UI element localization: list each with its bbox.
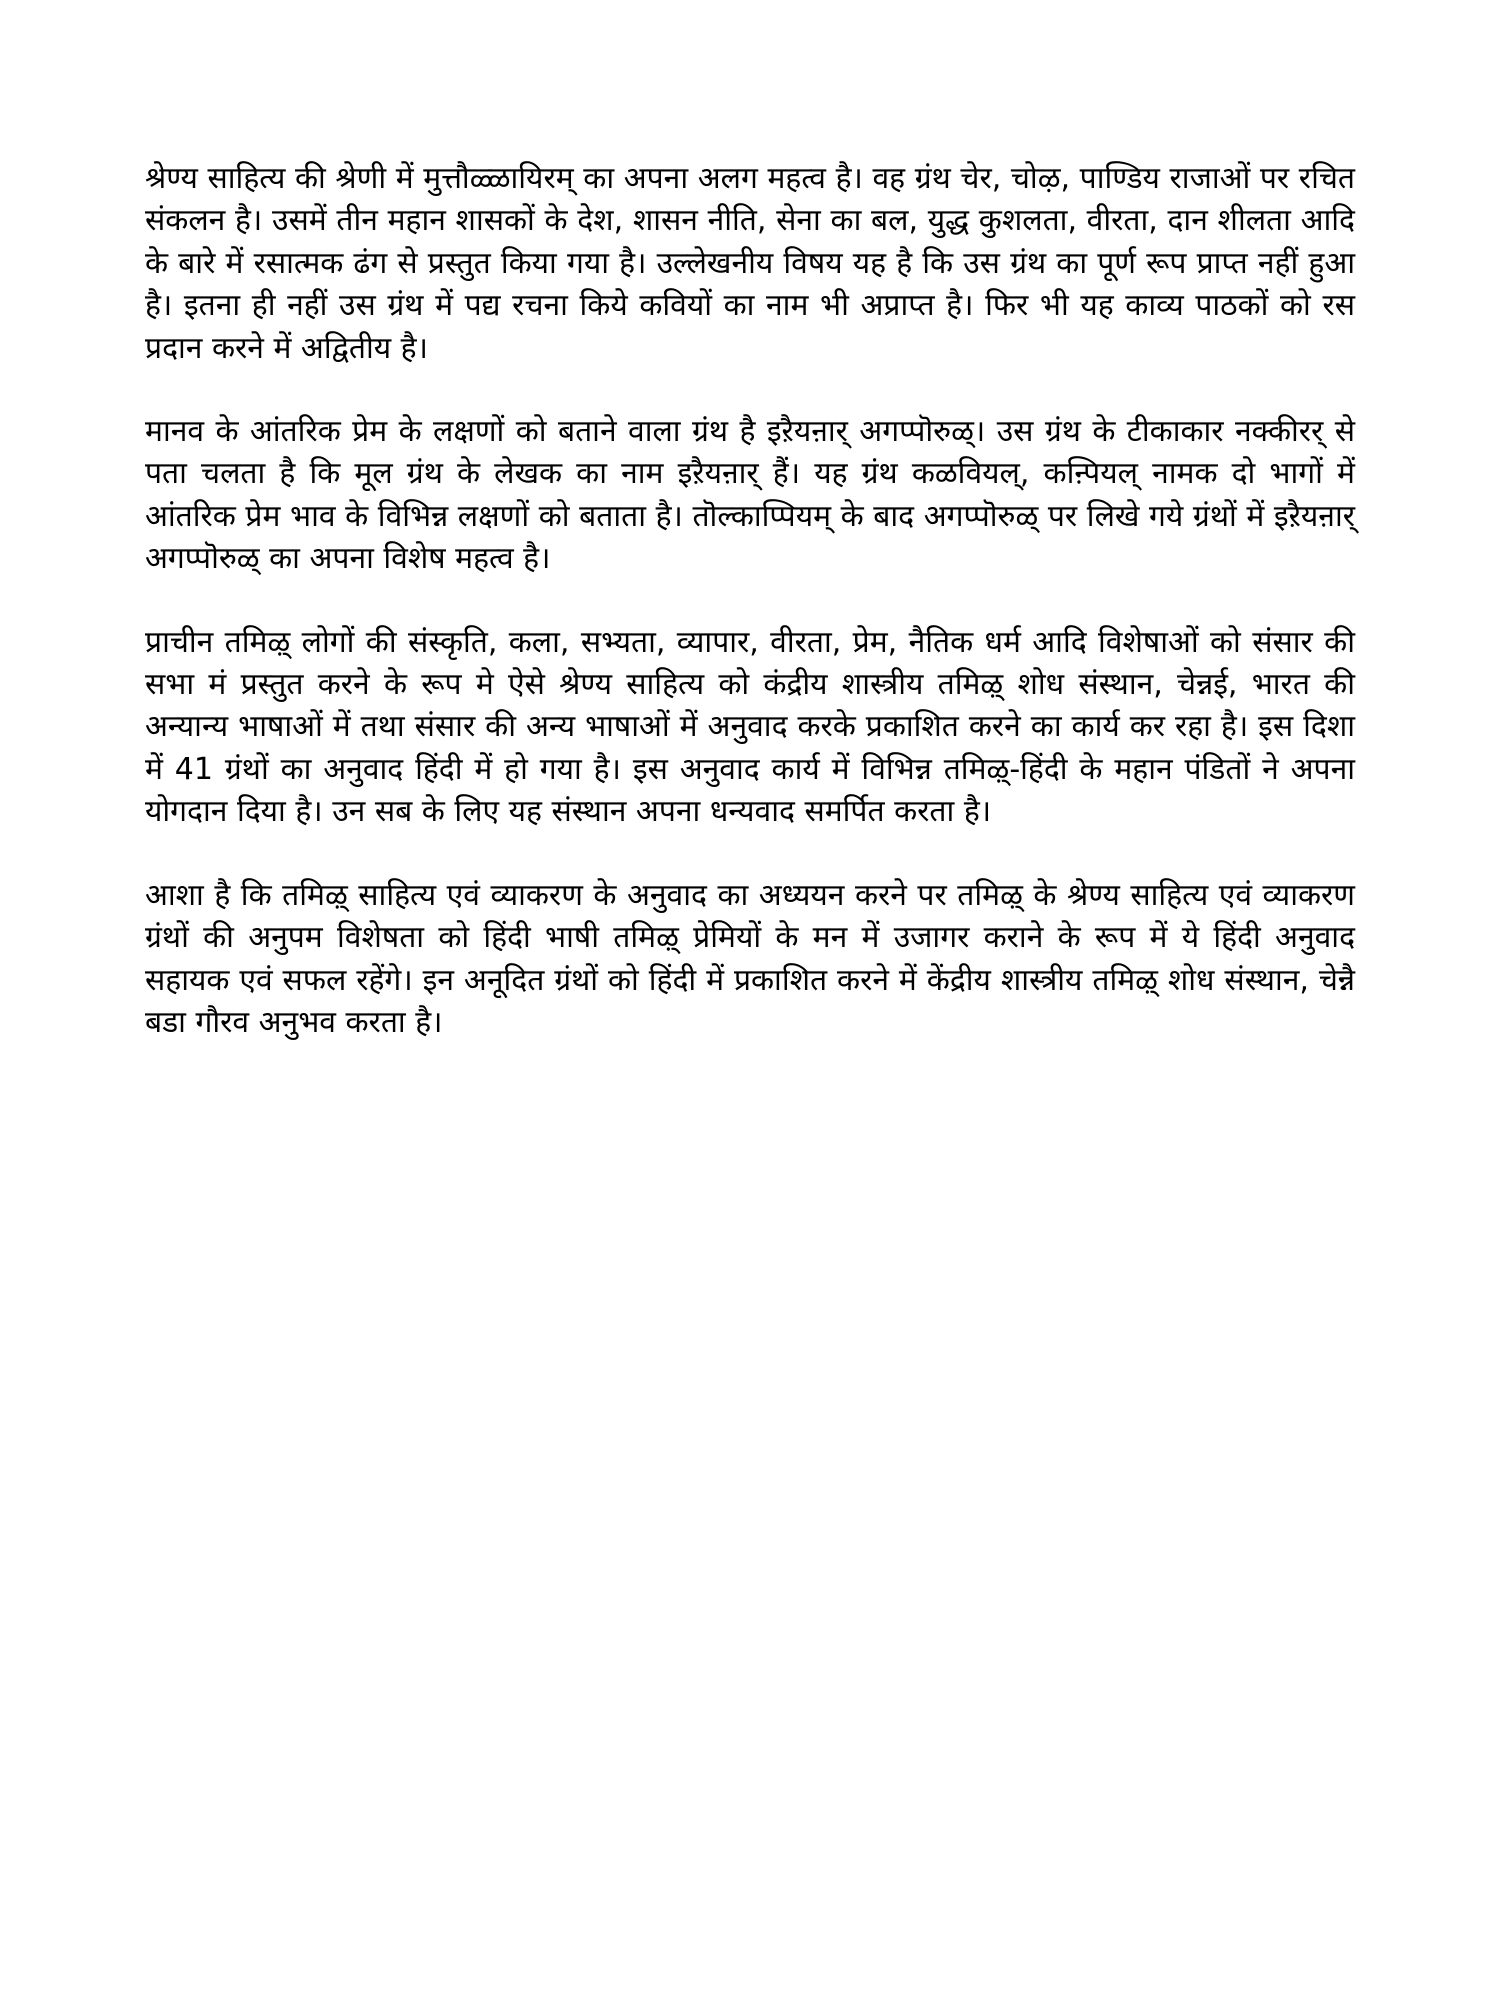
paragraph-conclusion: आशा है कि तमिऴ् साहित्य एवं व्याकरण के अनुवाद का अध्ययन करने पर तमिऴ् के श्रेण्य साहित्य एवं व्याकरण ग्रंथों की अनुपम विशेषता को हिंदी भाषी तमिऴ् प्रेमियों के मन में उजागर कराने के रूप में ये हिंदी अनुवाद सहायक एवं सफल रहेंगे। इन अनूदित ग्रंथों को हिंदी में प्रकाशित करने में केंद्रीय शास्त्रीय तमिऴ् शोध संस्थान, चेन्नै बडा गौरव अनुभव करता है। xyxy=(145,877,1355,1040)
document-page xyxy=(145,158,1355,1085)
paragraph-institute-translation: प्राचीन तमिऴ् लोगों की संस्कृति, कला, सभ्यता, व्यापार, वीरता, प्रेम, नैतिक धर्म आदि विशेषाओं को संसार की सभा मं प्रस्तुत करने के रूप मे ऐसे श्रेण्य साहित्य को कंद्रीय शास्त्रीय तमिऴ् शोध संस्थान, चेन्नई, भारत की अन्यान्य भाषाओं में तथा संसार की अन्य भाषाओं में अनुवाद करके प्रकाशित करने का कार्य कर रहा है। इस दिशा में 41 ग्रंथों का अनुवाद हिंदी में हो गया है। इस अनुवाद कार्य में विभिन्न तमिऴ्-हिंदी के महान पंडितों ने अपना योगदान दिया है। उन सब के लिए यह संस्थान अपना धन्यवाद समर्पित करता है। xyxy=(145,624,1355,830)
paragraph-iraiyanar-agapporul: मानव के आंतरिक प्रेम के लक्षणों को बताने वाला ग्रंथ है इऱैयऩार् अगप्पॊरुळ्। उस ग्रंथ के टीकाकार नक्कीरर् से पता चलता है कि मूल ग्रंथ के लेखक का नाम इऱैयऩार् हैं। यह ग्रंथ कळवियल्, कऩ्पियल् नामक दो भागों में आंतरिक प्रेम भाव के विभिन्न लक्षणों को बताता है। तॊल्काप्पियम् के बाद अगप्पॊरुळ् पर लिखे गये ग्रंथों में इऱैयऩार् अगप्पॊरुळ् का अपना विशेष महत्व है। xyxy=(145,414,1355,577)
paragraph-muttollayiram: श्रेण्य साहित्य की श्रेणी में मुत्तौळ्ळायिरम् का अपना अलग महत्व है। वह ग्रंथ चेर, चोऴ, पाण्डिय राजाओं पर रचित संकलन है। उसमें तीन महान शासकों के देश, शासन नीति, सेना का बल, युद्ध कुशलता, वीरता, दान शीलता आदि के बारे में रसात्मक ढंग से प्रस्तुत किया गया है। उल्लेखनीय विषय यह है कि उस ग्रंथ का पूर्ण रूप प्राप्त नहीं हुआ है। इतना ही नहीं उस ग्रंथ में पद्य रचना किये कवियों का नाम भी अप्राप्त है। फिर भी यह काव्य पाठकों को रस प्रदान करने में अद्वितीय है। xyxy=(145,161,1355,366)
